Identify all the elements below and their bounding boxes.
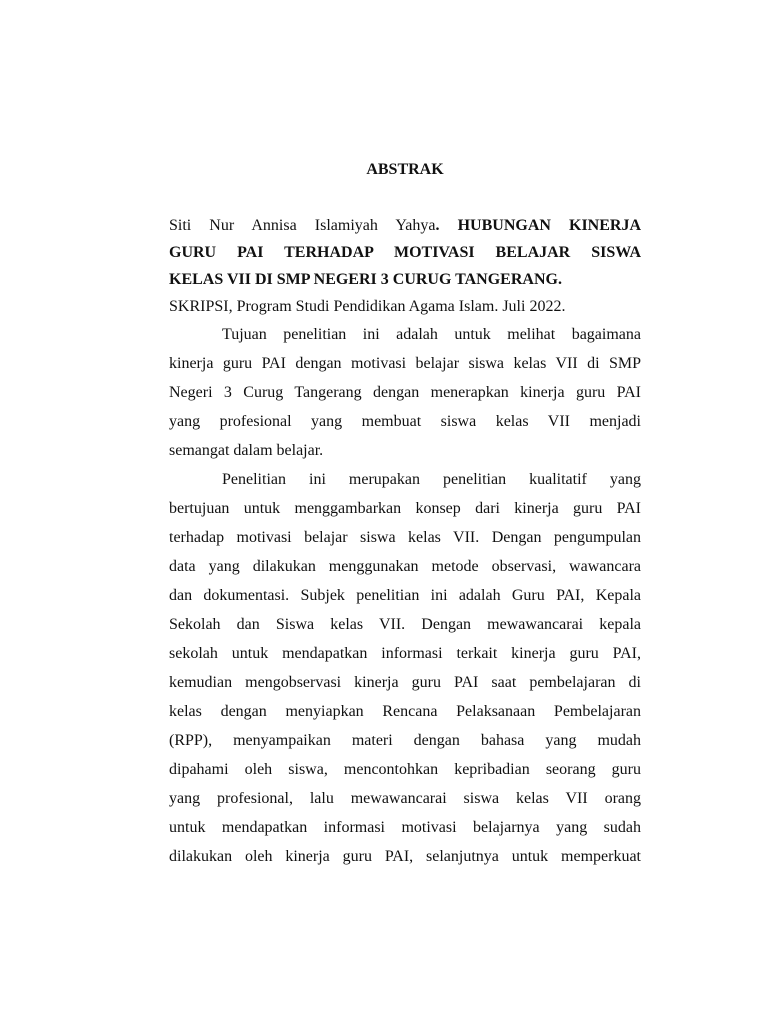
paragraph-1-line: kinerja guru PAI dengan motivasi belajar siswa kelas VII di SMP xyxy=(169,355,641,372)
paragraph-2-line: untuk mendapatkan informasi motivasi belajarnya yang sudah xyxy=(169,819,641,836)
citation-title-line-1: HUBUNGAN KINERJA xyxy=(457,217,641,234)
citation-title-line-2: GURU PAI TERHADAP MOTIVASI BELAJAR SISWA xyxy=(169,244,641,261)
paragraph-2-line: Sekolah dan Siswa kelas VII. Dengan mewawancarai kepala xyxy=(169,616,641,633)
abstract-title: ABSTRAK xyxy=(366,161,444,178)
citation-author-period: . xyxy=(435,217,440,234)
paragraph-1-line: Tujuan penelitian ini adalah untuk melihat bagaimana xyxy=(222,326,641,343)
paragraph-2-line: kemudian mengobservasi kinerja guru PAI saat pembelajaran di xyxy=(169,674,641,691)
paragraph-1-line: yang profesional yang membuat siswa kelas VII menjadi xyxy=(169,413,641,430)
citation-line-1 xyxy=(169,212,641,239)
citation-title-line-3: KELAS VII DI SMP NEGERI 3 CURUG TANGERANG. xyxy=(169,271,562,288)
paragraph-2-line: dan dokumentasi. Subjek penelitian ini adalah Guru PAI, Kepala xyxy=(169,587,641,604)
paragraph-2-line: bertujuan untuk menggambarkan konsep dari kinerja guru PAI xyxy=(169,500,641,517)
citation-author: Siti Nur Annisa Islamiyah Yahya xyxy=(169,217,436,234)
paragraph-2-line: kelas dengan menyiapkan Rencana Pelaksanaan Pembelajaran xyxy=(169,703,641,720)
paragraph-2-line: dilakukan oleh kinerja guru PAI, selanjutnya untuk memperkuat xyxy=(169,848,641,865)
paragraph-1-line: semangat dalam belajar. xyxy=(169,442,324,459)
citation-block xyxy=(169,212,641,320)
paragraph-2-line: terhadap motivasi belajar siswa kelas VII. Dengan pengumpulan xyxy=(169,529,641,546)
paragraph-2-line: sekolah untuk mendapatkan informasi terkait kinerja guru PAI, xyxy=(169,645,641,662)
abstract-content xyxy=(169,155,641,871)
paragraph-2-line: yang profesional, lalu mewawancarai siswa kelas VII orang xyxy=(169,790,641,807)
paragraph-1-line: Negeri 3 Curug Tangerang dengan menerapkan kinerja guru PAI xyxy=(169,384,641,401)
citation-source: SKRIPSI, Program Studi Pendidikan Agama Islam. Juli 2022. xyxy=(169,298,566,315)
paragraph-2-line: dipahami oleh siswa, mencontohkan kepribadian seorang guru xyxy=(169,761,641,778)
paragraph-2-line: data yang dilakukan menggunakan metode observasi, wawancara xyxy=(169,558,641,575)
paragraph-2-line: Penelitian ini merupakan penelitian kualitatif yang xyxy=(222,471,641,488)
paragraph-2-line: (RPP), menyampaikan materi dengan bahasa yang mudah xyxy=(169,732,641,749)
paragraph-1 xyxy=(169,320,641,465)
paragraph-2 xyxy=(169,465,641,871)
